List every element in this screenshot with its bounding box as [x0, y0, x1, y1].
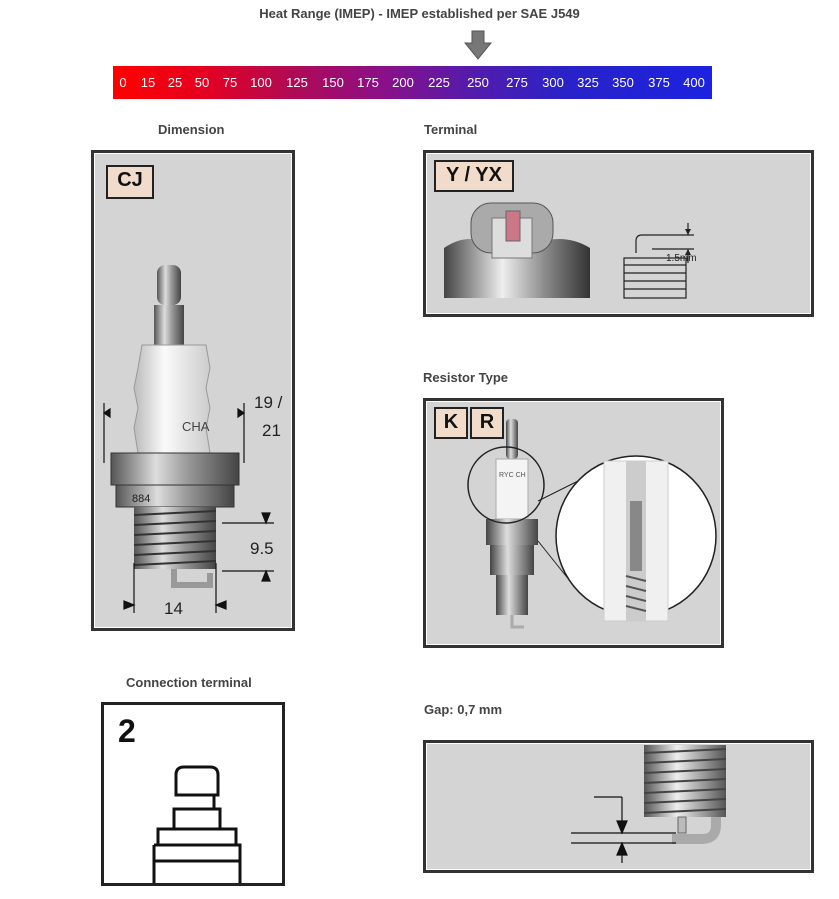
hex-print: 884 — [132, 493, 151, 505]
heat-tick: 25 — [167, 75, 183, 90]
gap-heading: Gap: 0,7 mm — [424, 702, 503, 717]
connection-panel — [101, 702, 285, 886]
heat-tick: 0 — [119, 75, 127, 90]
heat-tick: 125 — [286, 75, 308, 90]
gap-drawing — [426, 743, 811, 870]
reach-label: 9.5 — [250, 539, 274, 558]
heat-tick: 50 — [194, 75, 210, 90]
resistor-panel — [423, 398, 724, 648]
arrow-down-icon — [464, 30, 492, 65]
heat-tick: 300 — [542, 75, 564, 90]
heat-tick: 15 — [140, 75, 156, 90]
insulator-print: CHA — [182, 419, 210, 434]
heat-tick: 400 — [683, 75, 705, 90]
resistor-code-k-tag: K — [434, 407, 468, 439]
heat-tick: 375 — [648, 75, 670, 90]
connection-heading: Connection terminal — [126, 675, 252, 690]
heat-tick: 225 — [428, 75, 450, 90]
heat-range-title: Heat Range (IMEP) - IMEP established per SAE J549 — [259, 6, 580, 21]
heat-tick: 200 — [392, 75, 414, 90]
heat-range-scale — [113, 66, 712, 99]
connection-code: 2 — [118, 713, 136, 749]
dimension-panel — [91, 150, 295, 631]
connection-terminal-drawing — [104, 705, 282, 883]
heat-tick: 100 — [250, 75, 272, 90]
heat-tick: 275 — [506, 75, 528, 90]
gap-panel — [423, 740, 814, 873]
heat-tick: 250 — [467, 75, 489, 90]
terminal-gap-label: 1.5mm — [666, 253, 697, 264]
heat-tick: 75 — [222, 75, 238, 90]
terminal-code-tag: Y / YX — [434, 160, 514, 192]
heat-tick: 325 — [577, 75, 599, 90]
heat-tick: 150 — [322, 75, 344, 90]
heat-tick: 350 — [612, 75, 634, 90]
resistor-insulator-print: RYC CH — [499, 472, 526, 479]
terminal-heading: Terminal — [424, 122, 478, 137]
resistor-heading: Resistor Type — [423, 370, 509, 385]
hex-size-alt-label: 21 — [262, 421, 281, 440]
terminal-panel — [423, 150, 814, 317]
hex-size-label: 19 / — [254, 393, 283, 412]
dimension-code-tag: CJ — [106, 165, 154, 199]
heat-tick: 175 — [357, 75, 379, 90]
thread-label: 14 — [164, 599, 183, 618]
dimension-heading: Dimension — [158, 122, 225, 137]
resistor-code-r-tag: R — [470, 407, 504, 439]
